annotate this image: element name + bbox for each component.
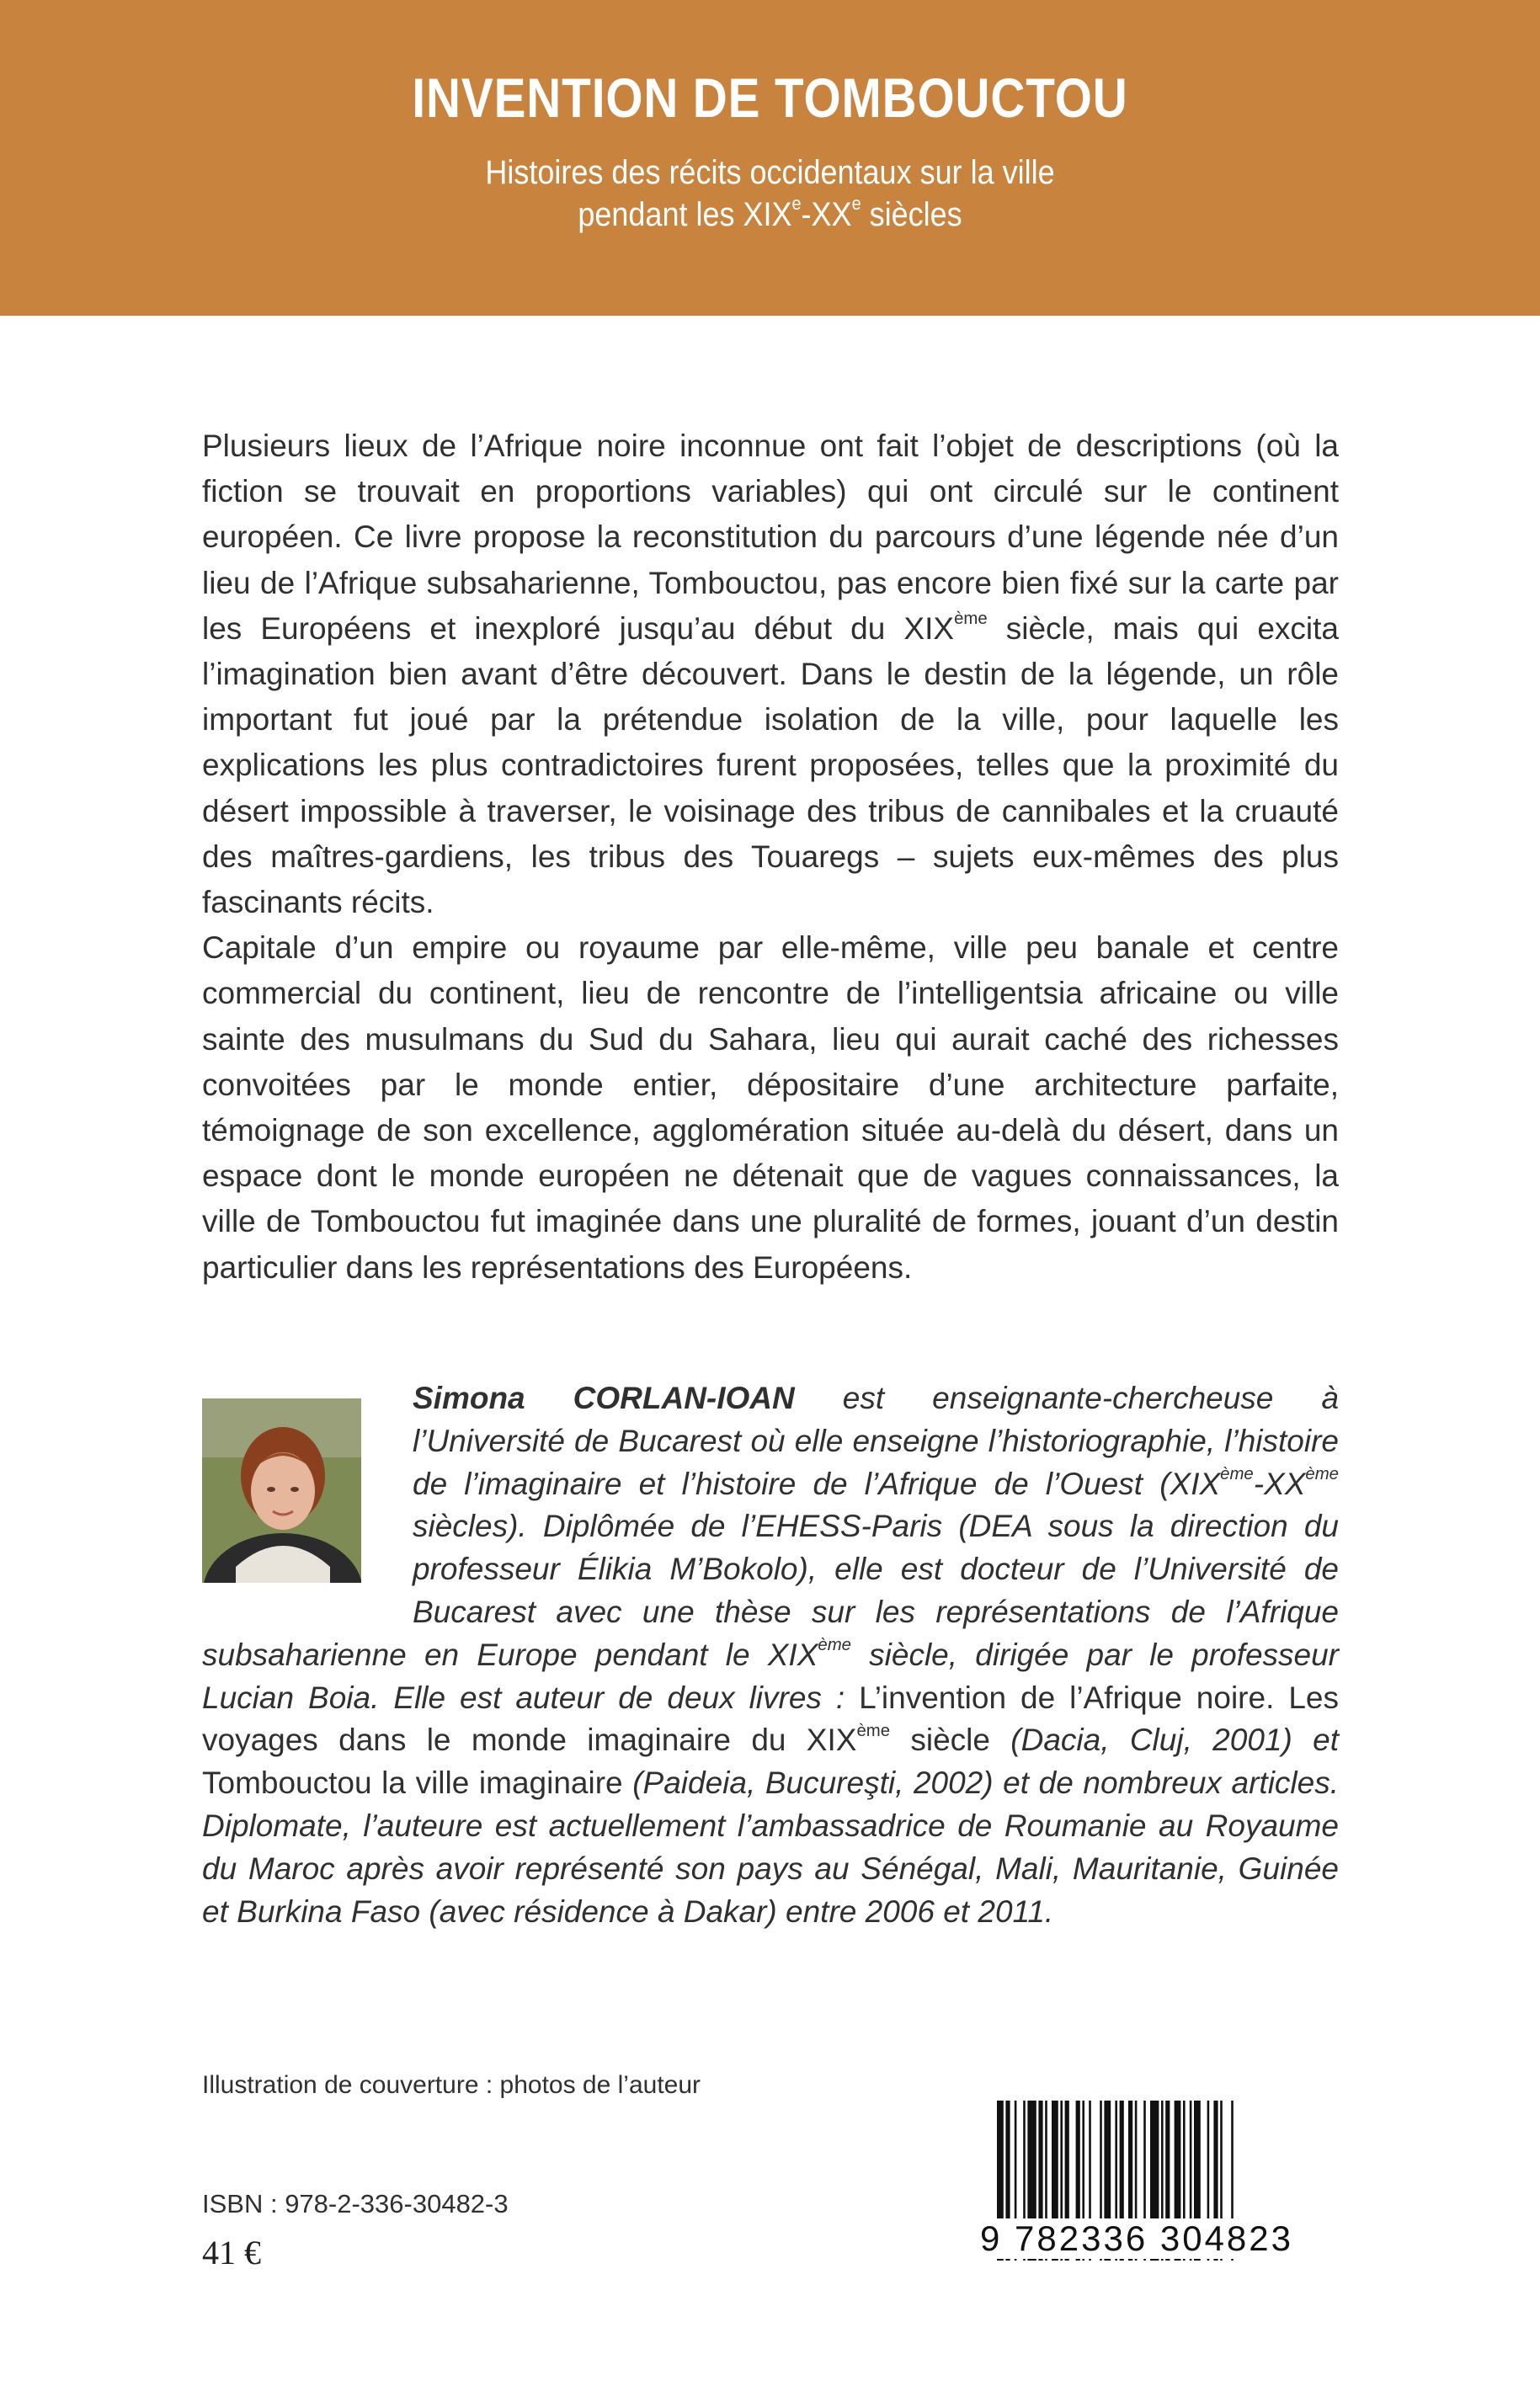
superscript: ème (856, 1721, 891, 1740)
text-run: L’invention de l’Afrique noire. Les voyages dans le monde imaginaire du XIX (202, 1680, 1339, 1758)
book-subtitle (77, 152, 1463, 236)
superscript: ème (818, 1636, 851, 1655)
text-run: (Paideia, Bucureşti, 2002) et de nombreux articles. Diplomate, l’auteure est actuellement l’ambassadrice de Roumanie au Royaume du Maroc après avoir représenté son pays au Sénégal, Mali, Mauritanie, Guinée et Burkina Faso (avec résidence à Dakar) entre 2006 et 2011. (202, 1766, 1340, 1929)
superscript: ème (1305, 1465, 1339, 1484)
superscript: e (791, 193, 802, 215)
text-run: -XX (1253, 1466, 1306, 1501)
cover-header-band (0, 0, 1540, 316)
subtitle-line-2 (77, 194, 1463, 236)
subtitle-part: -XX (801, 196, 852, 233)
author-biography (202, 1377, 1339, 1933)
superscript: ème (1220, 1465, 1254, 1484)
isbn: ISBN : 978-2-336-30482-3 (202, 2189, 509, 2218)
subtitle-part: siècles (861, 196, 962, 233)
text-run: siècle, mais qui excita l’imagination bien avant d’être découvert. Dans le destin de la légende, un rôle important fut joué par la prétendue isolation de la ville, pour laquelle les explications les plus contradictoires furent proposées, telles que la proximité du désert impossible à traverser, le voisinage des tribus de cannibales et la cruauté des maîtres-gardiens, les tribus des Touaregs – sujets eux-mêmes des plus fascinants récits. (202, 610, 1339, 920)
text-run: siècles). Diplômée de l’EHESS-Paris (DEA sous la direction du professeur Élikia M’Bokolo), elle est docteur de l’Université de Bucarest avec une thèse sur les représentations de l’Afrique subsaharienne en Europe pendant le XIX (202, 1509, 1339, 1672)
superscript: e (851, 193, 861, 215)
text-run: est enseignante-chercheuse à l’Université de Bucarest où elle enseigne l’historiographie, l’histoire de l’imaginaire et l’histoire de l’Afrique de l’Ouest (XIX (413, 1381, 1339, 1501)
description-paragraph-2: Capitale d’un empire ou royaume par elle-même, ville peu banale et centre commercial du continent, lieu de rencontre de l’intelligentsia africaine ou ville sainte des musulmans du Sud du Sahara, lieu qui aurait caché des richesses convoitées par le monde entier, dépositaire d’une architecture parfaite, témoignage de son excellence, agglomération située au-delà du désert, dans un espace dont le monde européen ne détenait que de vagues connaissances, la ville de Tombouctou fut imaginée dans une pluralité de formes, jouant d’un destin particulier dans les représentations des Européens. (202, 930, 1339, 1285)
photo-text-wrap-spacer (202, 1377, 413, 1591)
illustration-credit: Illustration de couverture : photos de l’auteur (202, 2071, 701, 2099)
text-run: siècle (890, 1723, 990, 1758)
barcode-number: 9 782336 304823 (960, 2218, 1314, 2259)
book-description (202, 423, 1339, 1291)
book-title-2: Tombouctou la ville imaginaire (202, 1766, 623, 1801)
price: 41 € (202, 2234, 261, 2271)
text-run: siècle, dirigée par le professeur Lucian Boia. Elle est auteur de deux livres : (202, 1637, 1339, 1715)
description-paragraph-1 (202, 423, 1339, 925)
subtitle-part: pendant les XIX (578, 196, 792, 233)
text-run: Plusieurs lieux de l’Afrique noire inconnue ont fait l’objet de descriptions (où la fiction se trouvait en proportions variables) qui ont circulé sur le continent européen. Ce livre propose la reconstitution du parcours d’une légende née d’un lieu de l’Afrique subsaharienne, Tombouctou, pas encore bien fixé sur la carte par les Européens et inexploré jusqu’au début du XIX (202, 429, 1339, 646)
text-run: (Dacia, Cluj, 2001) et (989, 1723, 1339, 1758)
author-name: Simona CORLAN-IOAN (413, 1381, 795, 1415)
book-title: INVENTION DE TOMBOUCTOU (412, 67, 1128, 129)
subtitle-line-1: Histoires des récits occidentaux sur la ville (485, 154, 1055, 191)
superscript: ème (954, 610, 988, 629)
